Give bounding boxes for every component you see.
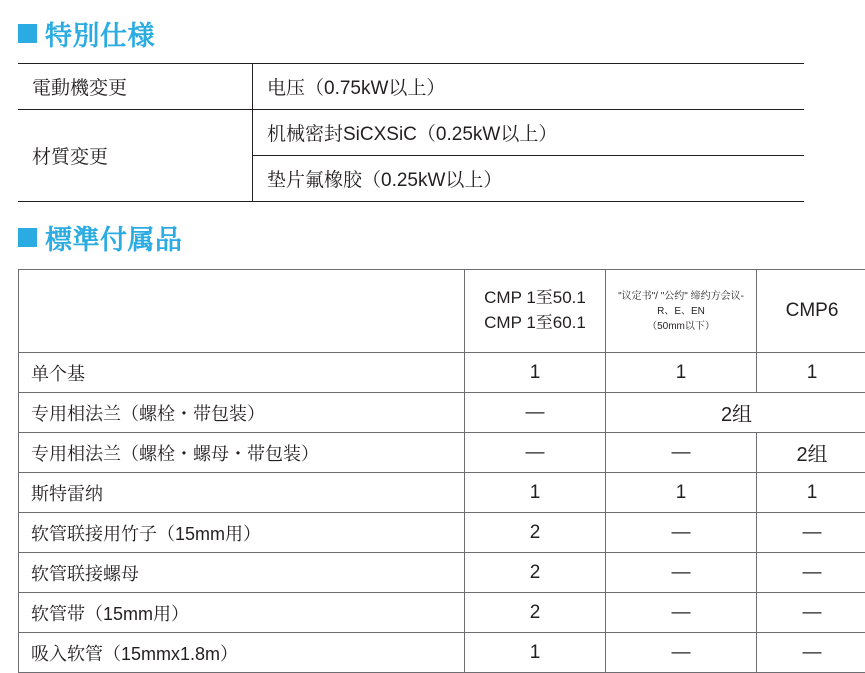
row-value-treaty: — <box>606 513 757 553</box>
table-row <box>19 513 865 553</box>
square-marker-icon <box>18 24 37 43</box>
column-header-treaty-line3: （50mm以下） <box>609 319 753 334</box>
special-spec-table <box>18 63 804 202</box>
row-item-label: 软管联接螺母 <box>19 553 465 593</box>
square-marker-icon <box>18 228 37 247</box>
section-heading-accessories <box>18 202 847 257</box>
row-value-cmp6: — <box>757 593 865 633</box>
column-header-cmp6-label: CMP6 <box>760 300 864 322</box>
row-value-cmp6: 1 <box>757 353 865 393</box>
table-row <box>19 393 865 433</box>
column-header-item <box>19 270 465 353</box>
row-item-label: 单个基 <box>19 353 465 393</box>
row-value-cmp6: — <box>757 553 865 593</box>
column-header-cmp1 <box>465 270 606 353</box>
row-value-treaty: 2组 <box>606 393 865 433</box>
row-value-cmp1: 1 <box>465 353 606 393</box>
row-value-cmp6: 1 <box>757 473 865 513</box>
row-value-treaty: 1 <box>606 353 757 393</box>
spec-label-material: 材質変更 <box>18 110 253 202</box>
row-value-treaty: — <box>606 553 757 593</box>
table-row <box>19 553 865 593</box>
row-value-treaty: — <box>606 593 757 633</box>
row-value-cmp6: 2组 <box>757 433 865 473</box>
column-header-treaty-line2: R、E、EN <box>609 304 753 319</box>
row-value-cmp1: 2 <box>465 593 606 633</box>
row-value-cmp1: 1 <box>465 633 606 673</box>
section-heading-special-label: 特別仕様 <box>45 14 155 53</box>
table-row <box>18 110 804 156</box>
accessories-table <box>18 269 865 673</box>
section-heading-accessories-label: 標準付属品 <box>45 218 183 257</box>
table-row <box>19 473 865 513</box>
column-header-cmp1-line1: CMP 1至50.1 <box>468 286 602 311</box>
column-header-cmp6 <box>757 270 865 353</box>
row-item-label: 专用相法兰（螺栓・螺母・带包装） <box>19 433 465 473</box>
row-value-cmp1: 2 <box>465 513 606 553</box>
row-value-cmp6: — <box>757 513 865 553</box>
row-value-cmp1: 1 <box>465 473 606 513</box>
column-header-cmp1-line2: CMP 1至60.1 <box>468 311 602 336</box>
table-row <box>18 64 804 110</box>
column-header-treaty <box>606 270 757 353</box>
row-item-label: 软管联接用竹子（15mm用） <box>19 513 465 553</box>
row-item-label: 斯特雷纳 <box>19 473 465 513</box>
row-item-label: 吸入软管（15mmx1.8m） <box>19 633 465 673</box>
row-value-treaty: — <box>606 633 757 673</box>
row-item-label: 专用相法兰（螺栓・带包装） <box>19 393 465 433</box>
table-row <box>19 353 865 393</box>
spec-value-voltage: 电压（0.75kW以上） <box>253 64 805 110</box>
row-value-cmp1: — <box>465 393 606 433</box>
row-value-cmp1: 2 <box>465 553 606 593</box>
table-row <box>19 433 865 473</box>
row-value-treaty: 1 <box>606 473 757 513</box>
column-header-treaty-line1: "议定书"/ "公约" 缔约方会议- <box>609 289 753 304</box>
table-row <box>19 633 865 673</box>
row-value-cmp1: — <box>465 433 606 473</box>
section-heading-special <box>18 0 847 53</box>
row-item-label: 软管带（15mm用） <box>19 593 465 633</box>
spec-value-seal: 机械密封SiCXSiC（0.25kW以上） <box>253 110 805 156</box>
table-header-row <box>19 270 865 353</box>
row-value-cmp6: — <box>757 633 865 673</box>
spec-value-gasket: 垫片氟橡胶（0.25kW以上） <box>253 156 805 202</box>
spec-label-motor: 電動機変更 <box>18 64 253 110</box>
table-row <box>19 593 865 633</box>
row-value-treaty: — <box>606 433 757 473</box>
